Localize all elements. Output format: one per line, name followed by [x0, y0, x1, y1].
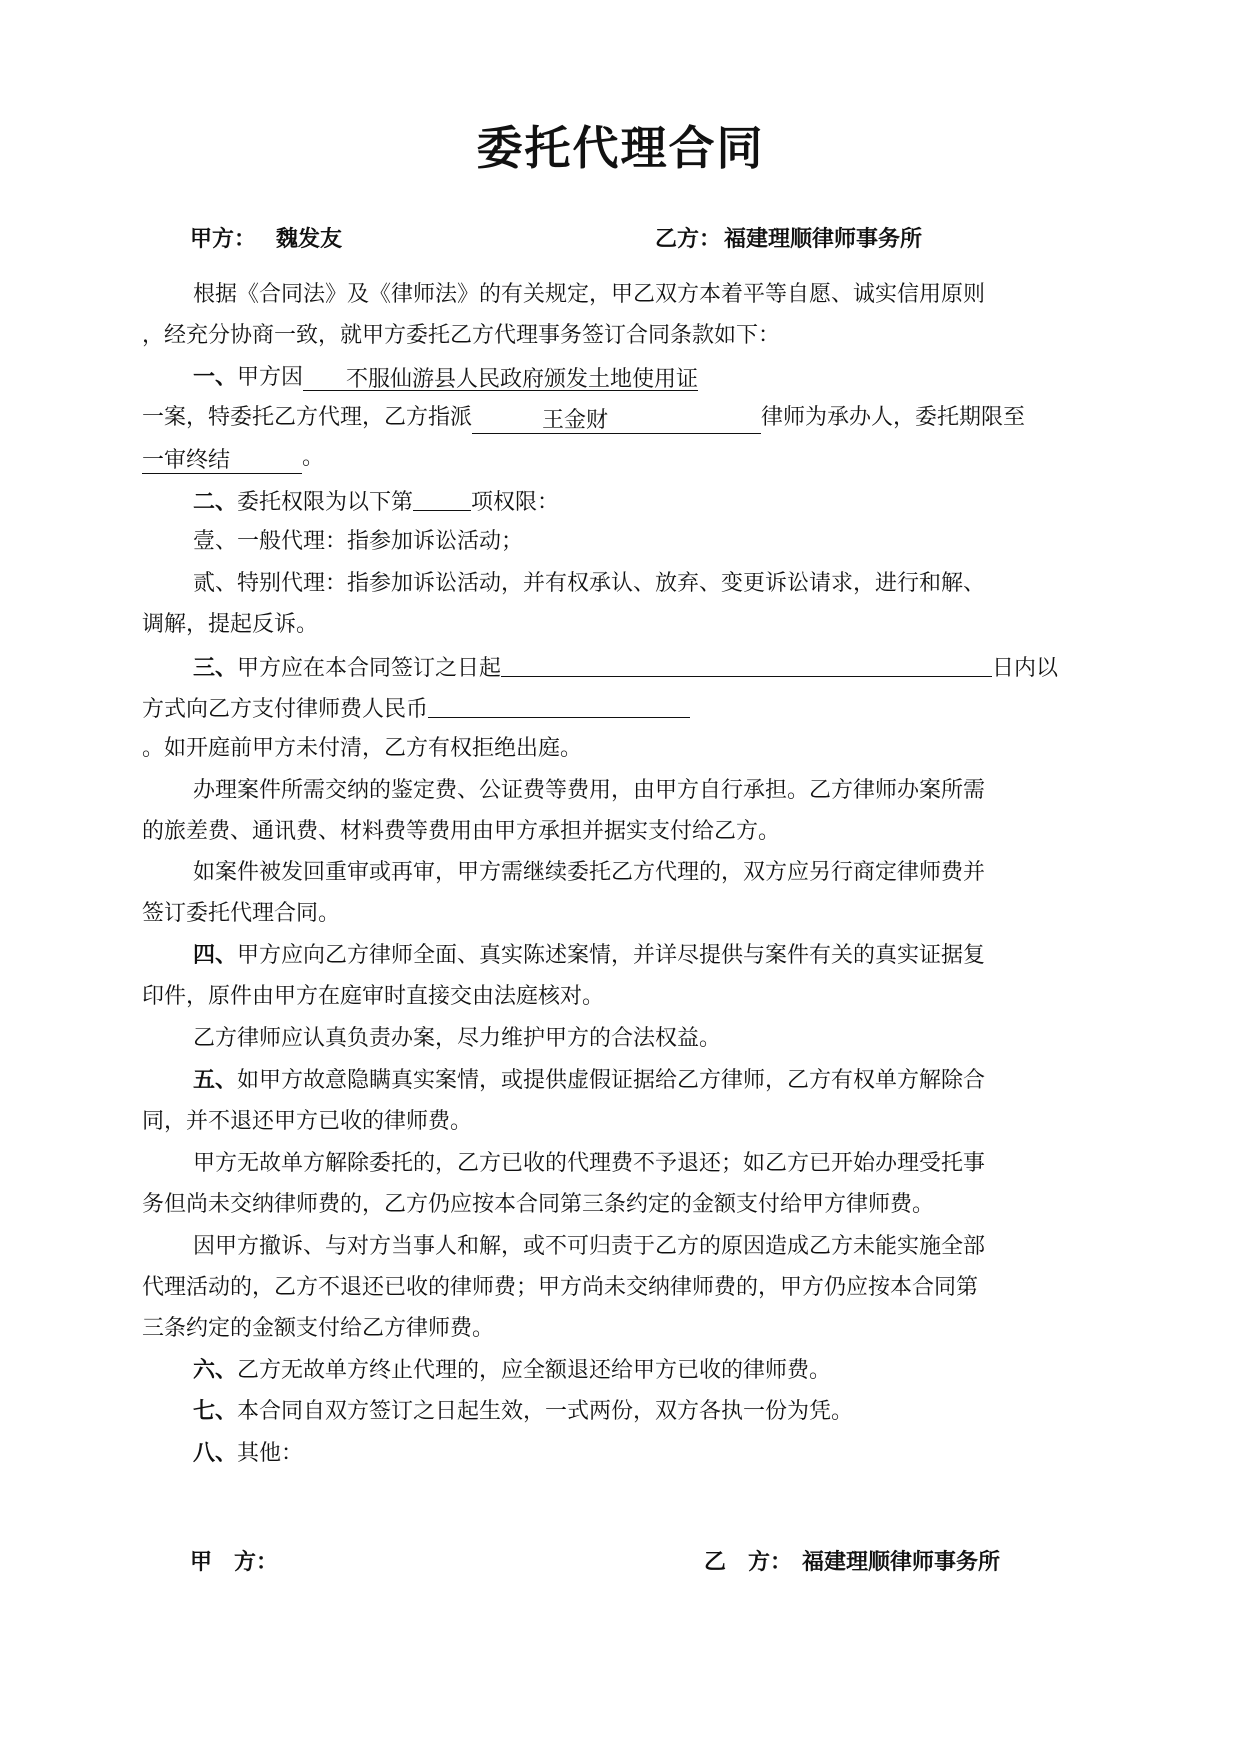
clause-2-text: 委托权限为以下第 — [237, 490, 414, 515]
days-blank — [501, 652, 992, 677]
clause-5-number: 五、 — [193, 1068, 238, 1093]
clause-4-line-1 — [193, 942, 1102, 970]
clause-2-line — [193, 486, 1102, 517]
clause-3-text: 日内以 — [992, 656, 1059, 681]
parties-header — [0, 222, 1241, 258]
clause-3-line-2 — [142, 693, 1102, 724]
signature-party-a-label: 甲 方： — [190, 1550, 279, 1575]
clause-5-para-3-line-1: 因甲方撤诉、与对方当事人和解，或不可归责于乙方的原因造成乙方未能实施全部 — [193, 1234, 986, 1259]
clause-5-line-2: 同，并不退还甲方已收的律师费。 — [142, 1109, 473, 1134]
party-b-name: 福建理顺律师事务所 — [724, 227, 923, 252]
clause-5-para-2-line-2: 务但尚未交纳律师费的，乙方仍应按本合同第三条约定的金额支付给甲方律师费。 — [142, 1192, 935, 1217]
clause-6-number: 六、 — [193, 1358, 238, 1383]
clause-1-line-2 — [142, 404, 1102, 434]
case-name-field: 不服仙游县人民政府颁发土地使用证 — [303, 366, 698, 391]
authority-blank — [413, 486, 471, 511]
clause-7-number: 七、 — [193, 1399, 238, 1424]
clause-2-option-2-line-2: 调解，提起反诉。 — [142, 612, 319, 637]
clause-7-line — [193, 1398, 1102, 1426]
clause-3-number: 三、 — [193, 656, 238, 681]
clause-5-text: 如甲方故意隐瞒真实案情，或提供虚假证据给乙方律师，乙方有权单方解除合 — [237, 1068, 986, 1093]
clause-3-line-1 — [193, 652, 1102, 683]
clause-1-end: 。 — [302, 445, 325, 470]
party-b-label: 乙方： — [655, 227, 722, 252]
clause-2-number: 二、 — [193, 490, 238, 515]
clause-8-text: 其他： — [237, 1441, 304, 1466]
clause-1-text: 律师为承办人，委托期限至 — [761, 405, 1026, 430]
clause-6-line — [193, 1357, 1102, 1385]
signature-party-b-name: 福建理顺律师事务所 — [802, 1550, 1001, 1575]
clause-1-text: 一案，特委托乙方代理，乙方指派 — [142, 405, 473, 430]
clause-3-line-3: 。如开庭前甲方未付清，乙方有权拒绝出庭。 — [142, 736, 583, 761]
clause-4-para-2: 乙方律师应认真负责办案，尽力维护甲方的合法权益。 — [193, 1026, 722, 1051]
clause-8-number: 八、 — [193, 1441, 238, 1466]
lawyer-field — [472, 407, 761, 434]
clause-3-para-3-line-2: 签订委托代理合同。 — [142, 901, 341, 926]
clause-3-para-3-line-1: 如案件被发回重审或再审，甲方需继续委托乙方代理的，双方应另行商定律师费并 — [193, 860, 986, 885]
clause-2-option-2-line-1: 贰、特别代理：指参加诉讼活动，并有权承认、放弃、变更诉讼请求，进行和解、 — [193, 571, 986, 596]
fee-amount-blank — [428, 693, 690, 718]
intro-line-2: ，经充分协商一致，就甲方委托乙方代理事务签订合同条款如下： — [142, 323, 781, 348]
clause-2-text: 项权限： — [471, 490, 560, 515]
clause-4-line-2: 印件，原件由甲方在庭审时直接交由法庭核对。 — [142, 984, 605, 1009]
clause-3-para-2-line-1: 办理案件所需交纳的鉴定费、公证费等费用，由甲方自行承担。乙方律师办案所需 — [193, 778, 986, 803]
clause-5-para-3-line-3: 三条约定的金额支付给乙方律师费。 — [142, 1316, 495, 1341]
clause-2-option-1: 壹、一般代理：指参加诉讼活动； — [193, 529, 524, 554]
page-title: 委托代理合同 — [476, 121, 765, 175]
clause-3-text: 方式向乙方支付律师费人民币 — [142, 697, 429, 722]
clause-1-line-3 — [142, 444, 1102, 474]
signature-block — [0, 1545, 1241, 1581]
signature-party-b-label: 乙 方： — [704, 1550, 793, 1575]
clause-4-text: 甲方应向乙方律师全面、真实陈述案情，并详尽提供与案件有关的真实证据复 — [237, 943, 986, 968]
clause-3-para-2-line-2: 的旅差费、通讯费、材料费等费用由甲方承担并据实支付给乙方。 — [142, 819, 781, 844]
clause-5-para-2-line-1: 甲方无故单方解除委托的，乙方已收的代理费不予退还；如乙方已开始办理受托事 — [193, 1151, 986, 1176]
party-a-name: 魏发友 — [276, 227, 343, 252]
term-field: 一审终结 — [142, 447, 302, 474]
clause-7-text: 本合同自双方签订之日起生效，一式两份，双方各执一份为凭。 — [237, 1399, 854, 1424]
lawyer-name: 王金财 — [542, 408, 609, 433]
clause-1-line-1 — [193, 364, 1102, 392]
clause-3-text: 甲方应在本合同签订之日起 — [237, 656, 502, 681]
clause-8-line — [193, 1440, 1102, 1468]
clause-4-number: 四、 — [193, 943, 238, 968]
clause-6-text: 乙方无故单方终止代理的，应全额退还给甲方已收的律师费。 — [237, 1358, 832, 1383]
clause-1-text: 甲方因 — [237, 365, 304, 390]
clause-1-number: 一、 — [193, 365, 238, 390]
clause-5-line-1 — [193, 1067, 1102, 1095]
intro-line-1: 根据《合同法》及《律师法》的有关规定，甲乙双方本着平等自愿、诚实信用原则 — [193, 282, 986, 307]
clause-5-para-3-line-2: 代理活动的，乙方不退还已收的律师费；甲方尚未交纳律师费的，甲方仍应按本合同第 — [142, 1275, 979, 1300]
party-a-label: 甲方： — [190, 227, 257, 252]
